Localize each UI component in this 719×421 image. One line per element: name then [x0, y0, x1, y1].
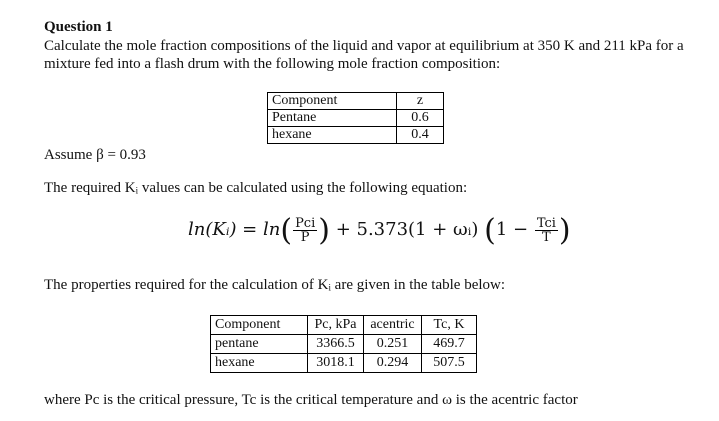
- pressure-ratio: [293, 217, 317, 244]
- equation-lhs: ln(Kᵢ) = ln: [188, 219, 281, 240]
- header-component: Component: [268, 93, 397, 110]
- header-acentric: acentric: [364, 316, 422, 335]
- temperature-ratio: [535, 217, 558, 244]
- cell-tc: 469.7: [422, 335, 477, 354]
- k-value-equation: ln(Kᵢ) = ln( $\frac{\text{Pci}}{P}$ ) + 5.373(1 + ωᵢ) (1 − $\frac{\text{Tci}}{T}$ ): [188, 213, 571, 248]
- cell-acentric: 0.294: [364, 354, 422, 373]
- table-row: [211, 335, 477, 354]
- table-header-row: [211, 316, 477, 335]
- equation-one-minus: 1 −: [495, 219, 529, 240]
- cell-component: Pentane: [268, 110, 397, 127]
- frac2-numerator: Tci: [536, 215, 556, 231]
- frac1-denominator: P: [300, 229, 310, 245]
- table-row: [268, 127, 444, 144]
- equation-middle: + 5.373(1 + ωᵢ): [335, 219, 479, 240]
- cell-component: hexane: [211, 354, 308, 373]
- properties-table: [210, 315, 477, 373]
- cell-tc: 507.5: [422, 354, 477, 373]
- cell-component: pentane: [211, 335, 308, 354]
- question-text-line2: mixture fed into a flash drum with the following mole fraction composition:: [44, 56, 501, 72]
- cell-pc: 3366.5: [308, 335, 364, 354]
- cell-component: hexane: [268, 127, 397, 144]
- header-pc: Pc, kPa: [308, 316, 364, 335]
- table-header-row: [268, 93, 444, 110]
- cell-z: 0.6: [397, 110, 444, 127]
- header-component: Component: [211, 316, 308, 335]
- where-definitions: where Pc is the critical pressure, Tc is the critical temperature and ω is the acentric factor: [44, 392, 578, 408]
- cell-z: 0.4: [397, 127, 444, 144]
- frac2-denominator: T: [542, 229, 551, 245]
- cell-pc: 3018.1: [308, 354, 364, 373]
- assume-beta: Assume β = 0.93: [44, 147, 146, 163]
- feed-composition-table: [267, 92, 444, 144]
- required-k-text: The required Kᵢ values can be calculated using the following equation:: [44, 180, 468, 196]
- properties-text: The properties required for the calculation of Kᵢ are given in the table below:: [44, 277, 506, 293]
- question-text-line1: Calculate the mole fraction compositions of the liquid and vapor at equilibrium at 350 K and 211 kPa for a: [44, 38, 684, 54]
- frac1-numerator: Pci: [295, 215, 316, 231]
- header-z: z: [397, 93, 444, 110]
- question-title: Question 1: [44, 19, 113, 35]
- cell-acentric: 0.251: [364, 335, 422, 354]
- table-row: [211, 354, 477, 373]
- header-tc: Tc, K: [422, 316, 477, 335]
- table-row: [268, 110, 444, 127]
